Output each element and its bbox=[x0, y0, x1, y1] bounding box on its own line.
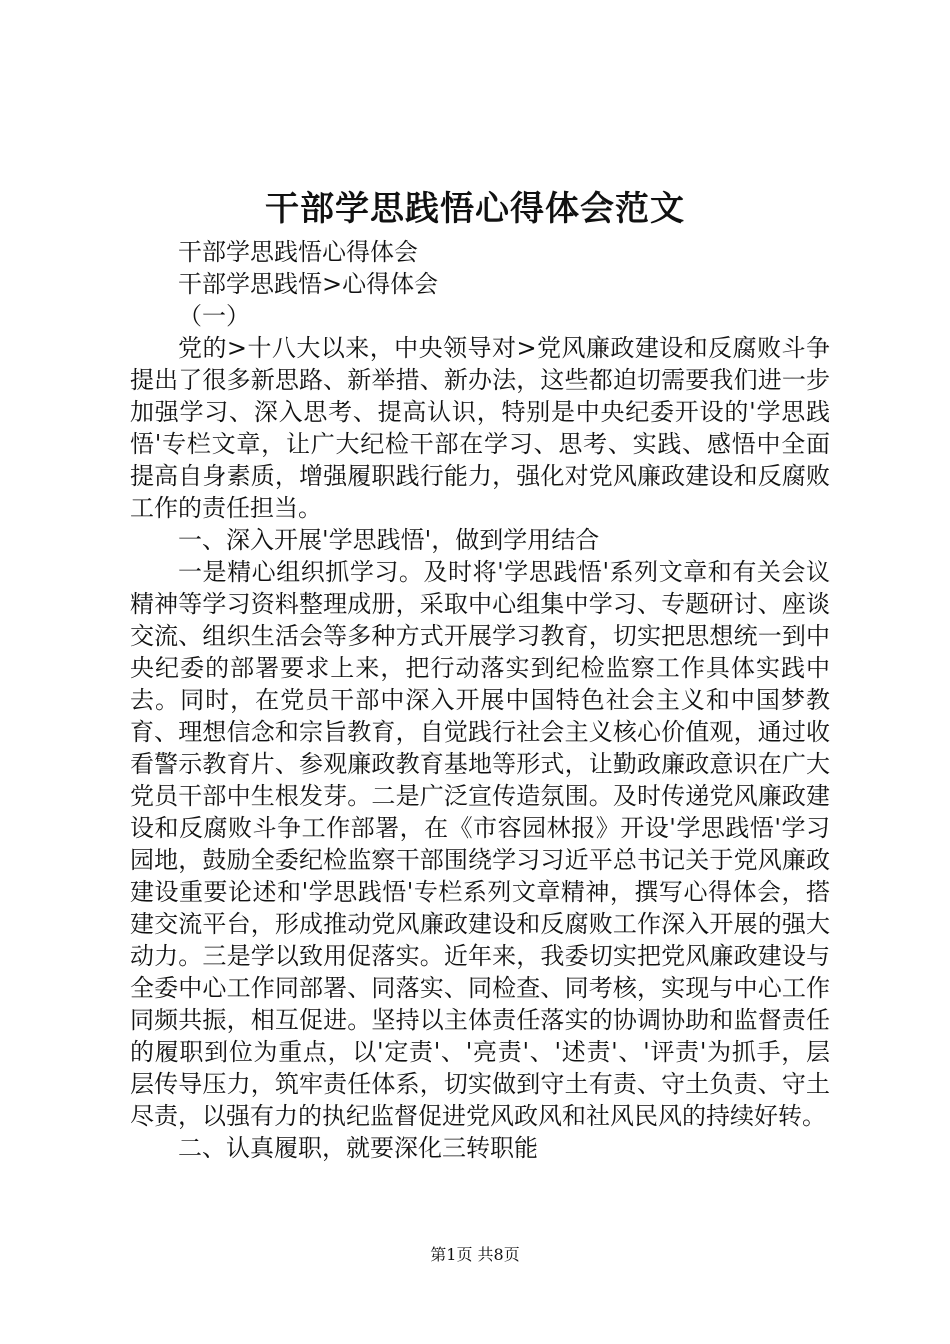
section-number: （一） bbox=[178, 302, 250, 330]
page-footer: 第1页 共8页 bbox=[430, 1245, 520, 1264]
subtitle-line: 干部学思践悟心得体会 bbox=[178, 238, 418, 266]
subtitle-line: 干部学思践悟>心得体会 bbox=[178, 270, 439, 298]
section-heading: 一、深入开展'学思践悟'，做到学用结合 bbox=[178, 526, 600, 554]
body-paragraph: 一是精心组织抓学习。及时将'学思践悟'系列文章和有关会议精神等学习资料整理成册，采取中心组集中学习、专题研讨、座谈交流、组织生活会等多种方式开展学习教育，切实把思想统一到中央纪委的部署要求上来，把行动落实到纪检监察工作具体实践中去。同时，在党员干部中深入开展中国特色社会主义和中国梦教育、理想信念和宗旨教育，自觉践行社会主义核心价值观，通过收看警示教育片、参观廉政教育基地等形式，让勤政廉政意识在广大党员干部中生根发芽。二是广泛宣传造氛围。及时传递党风廉政建设和反腐败斗争工作部署，在《市容园林报》开设'学思践悟'学习园地，鼓励全委纪检监察干部围绕学习习近平总书记关于党风廉政建设重要论述和'学思践悟'专栏系列文章精神，撰写心得体会，搭建交流平台，形成推动党风廉政建设和反腐败工作深入开展的强大动力。三是学以致用促落实。近年来，我委切实把党风廉政建设与全委中心工作同部署、同落实、同检查、同考核，实现与中心工作同频共振，相互促进。坚持以主体责任落实的协调协助和监督责任的履职到位为重点，以'定责'、'亮责'、'述责'、'评责'为抓手，层层传导压力，筑牢责任体系，切实做到守土有责、守土负责、守土尽责，以强有力的执纪监督促进党风政风和社风民风的持续好转。 bbox=[130, 558, 830, 1130]
document-body bbox=[130, 236, 830, 1164]
section-heading: 二、认真履职，就要深化三转职能 bbox=[178, 1134, 538, 1162]
body-paragraph: 党的>十八大以来，中央领导对>党风廉政建设和反腐败斗争提出了很多新思路、新举措、新办法，这些都迫切需要我们进一步加强学习、深入思考、提高认识，特别是中央纪委开设的'学思践悟'专栏文章，让广大纪检干部在学习、思考、实践、感悟中全面提高自身素质，增强履职践行能力，强化对党风廉政建设和反腐败工作的责任担当。 bbox=[130, 334, 830, 522]
document-title: 干部学思践悟心得体会范文 bbox=[265, 189, 685, 229]
